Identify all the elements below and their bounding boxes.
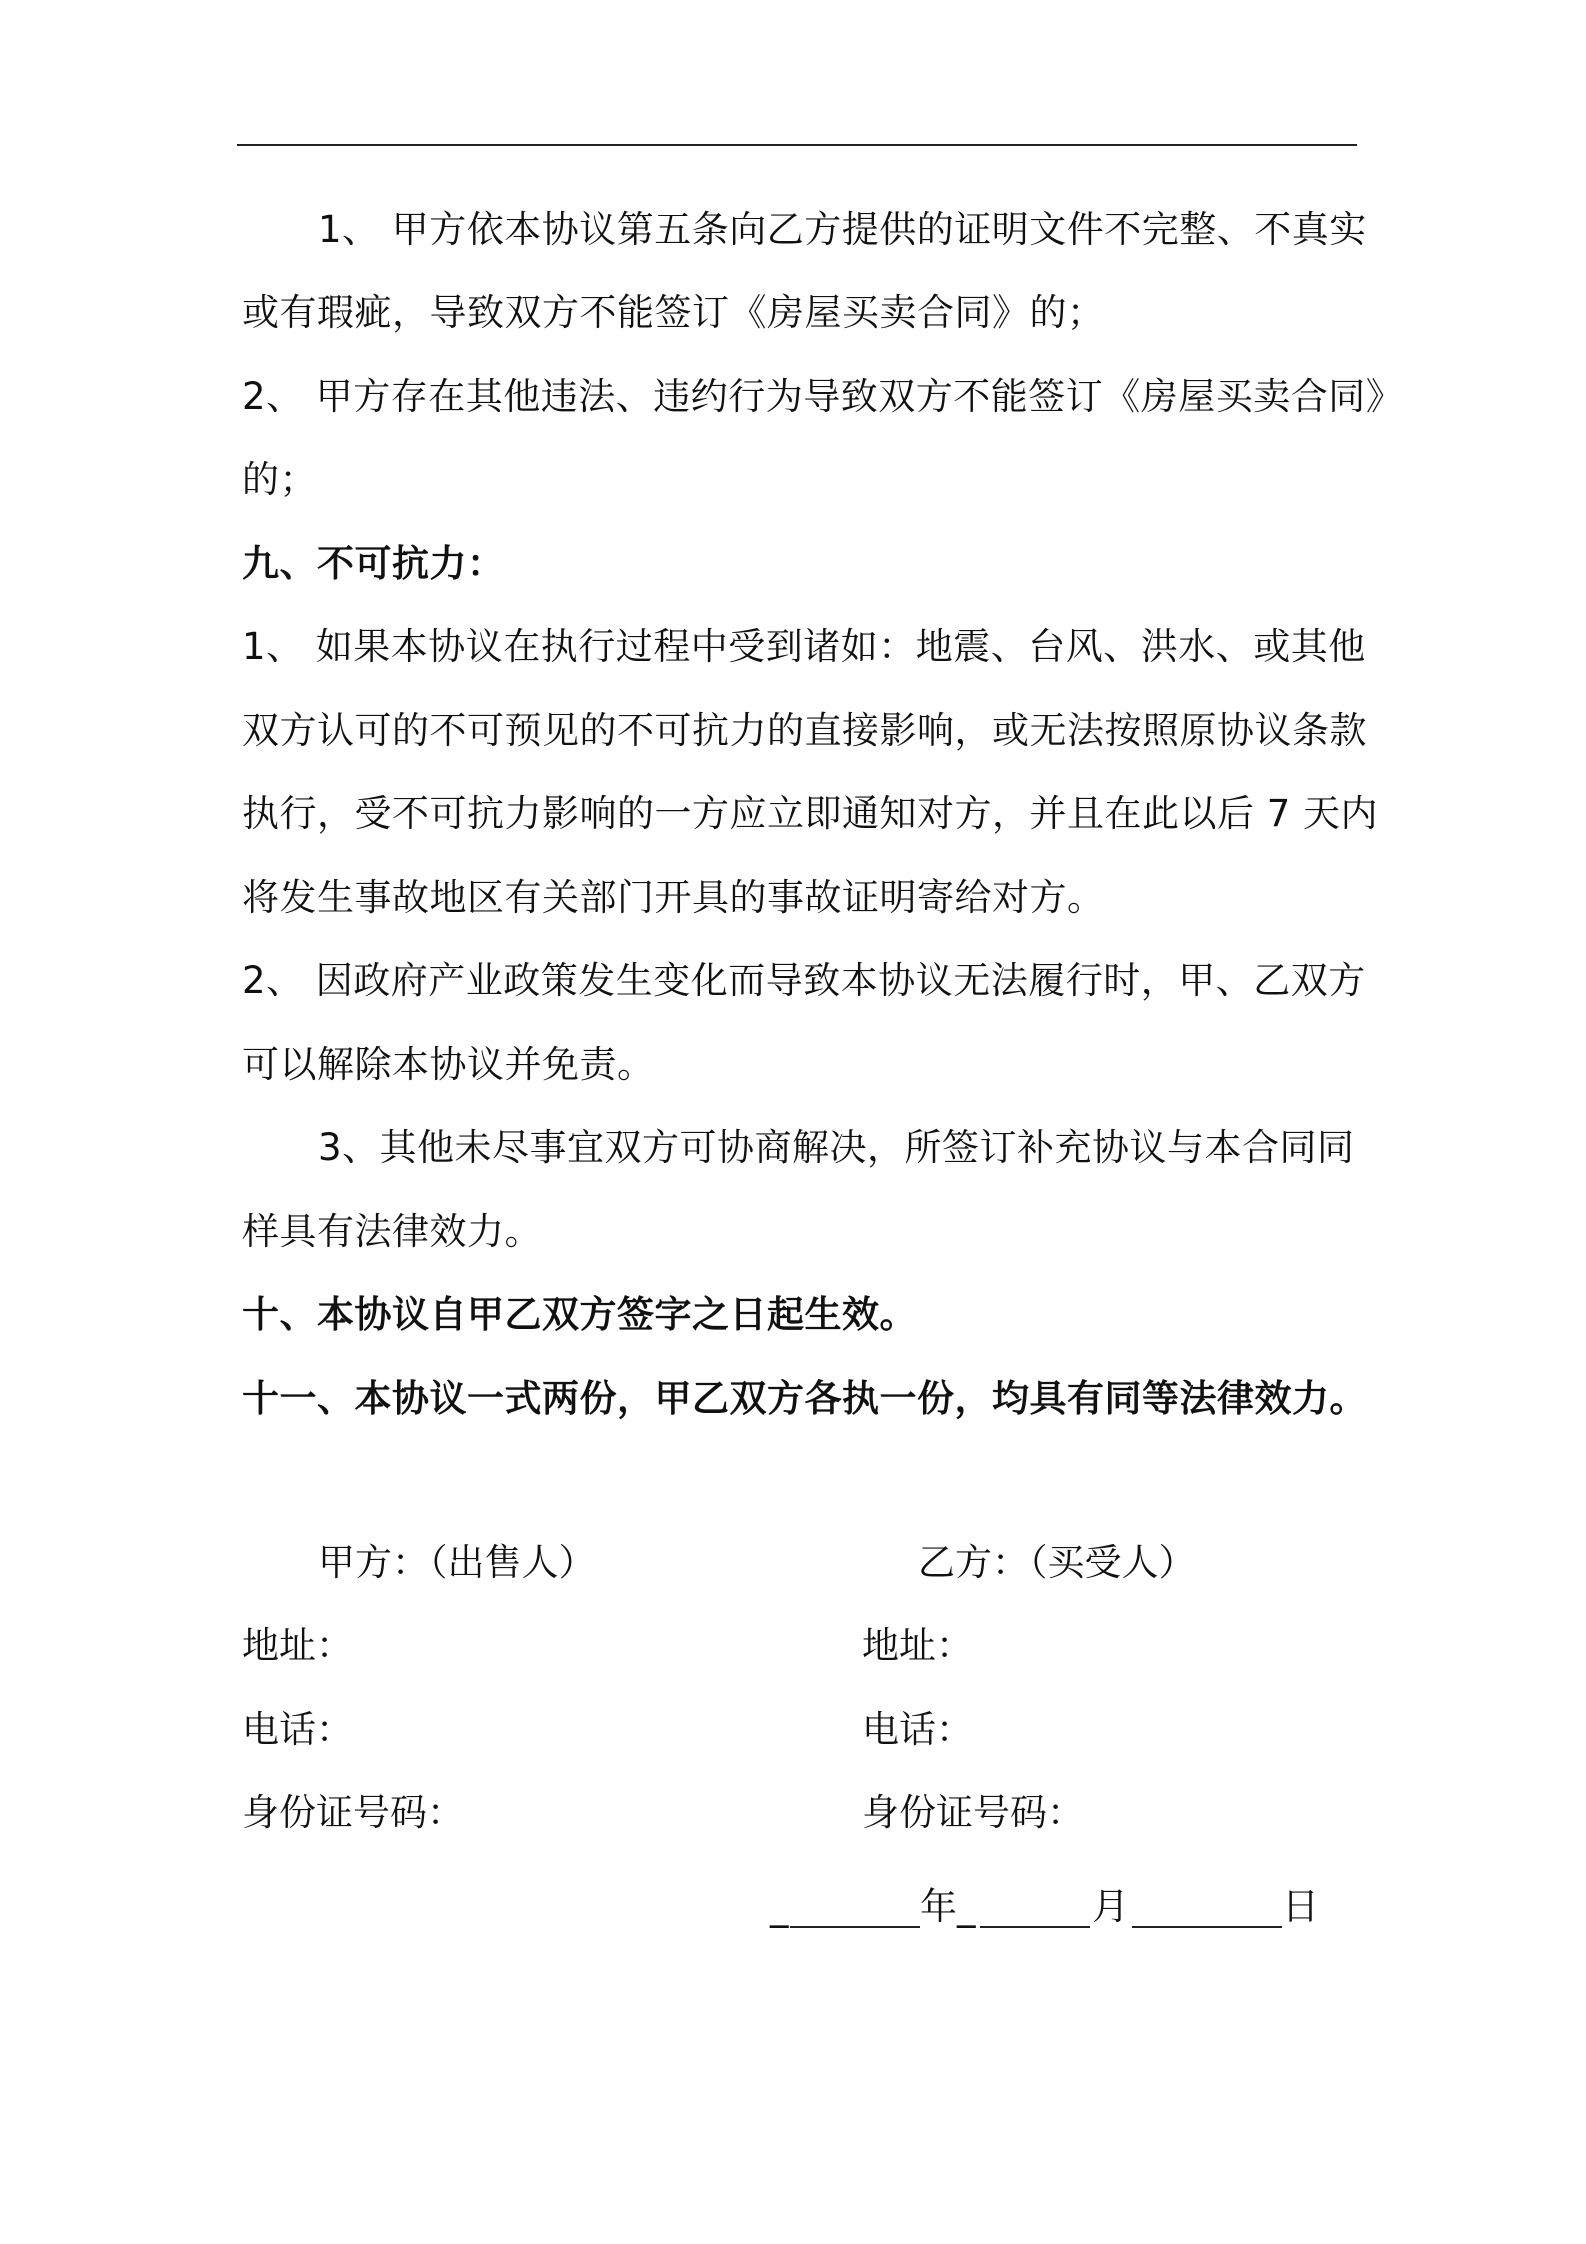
party-a-title: 甲方：（出售人） <box>318 1541 596 1584</box>
clause-9-item-2-line-1: 2、 因政府产业政策发生变化而导致本协议无法履行时，甲、乙双方 <box>242 959 1366 1002</box>
month-blank <box>980 1926 1090 1928</box>
clause-9-item-2-line-2: 可以解除本协议并免责。 <box>242 1043 655 1086</box>
clause-8-item-2-line-2: 的； <box>242 458 317 501</box>
party-a-phone-label: 电话： <box>242 1708 353 1751</box>
clause-9-item-1-line-3: 执行，受不可抗力影响的一方应立即通知对方，并且在此以后 7 天内 <box>242 792 1379 835</box>
header-rule <box>237 144 1357 146</box>
party-b-phone-label: 电话： <box>862 1708 973 1751</box>
party-a-id-label: 身份证号码： <box>242 1791 464 1834</box>
date-row <box>770 1882 1330 1942</box>
day-blank <box>1132 1926 1282 1928</box>
party-b-address-label: 地址： <box>862 1624 973 1667</box>
clause-8-item-1-line-2: 或有瑕疵，导致双方不能签订《房屋买卖合同》的； <box>242 291 1105 334</box>
clause-9-item-1-line-1: 1、 如果本协议在执行过程中受到诸如：地震、台风、洪水、或其他 <box>242 625 1366 668</box>
clause-8-item-1-line-1: 1、 甲方依本协议第五条向乙方提供的证明文件不完整、不真实 <box>318 208 1367 251</box>
date-month-label: 月 <box>1092 1885 1129 1928</box>
party-b-id-label: 身份证号码： <box>862 1791 1084 1834</box>
party-b-title: 乙方：（买受人） <box>918 1541 1196 1584</box>
clause-9-item-1-line-2: 双方认可的不可预见的不可抗力的直接影响，或无法按照原协议条款 <box>242 709 1367 752</box>
clause-9-item-1-line-4: 将发生事故地区有关部门开具的事故证明寄给对方。 <box>242 876 1105 919</box>
clause-8-item-2-line-1: 2、 甲方存在其他违法、违约行为导致双方不能签订《房屋买卖合同》 <box>242 375 1404 418</box>
clause-9-item-3-line-2: 样具有法律效力。 <box>242 1210 542 1253</box>
date-prefix: _ <box>770 1885 789 1928</box>
section-9-heading: 九、不可抗力： <box>242 542 505 585</box>
date-year-label: 年_ <box>920 1885 976 1928</box>
clause-9-item-3-line-1: 3、其他未尽事宜双方可协商解决，所签订补充协议与本合同同 <box>318 1126 1355 1169</box>
date-day-label: 日 <box>1282 1885 1319 1928</box>
year-blank <box>790 1926 920 1928</box>
section-10: 十、本协议自甲乙双方签字之日起生效。 <box>242 1293 917 1336</box>
party-a-address-label: 地址： <box>242 1624 353 1667</box>
section-11: 十一、本协议一式两份，甲乙双方各执一份，均具有同等法律效力。 <box>242 1377 1367 1420</box>
